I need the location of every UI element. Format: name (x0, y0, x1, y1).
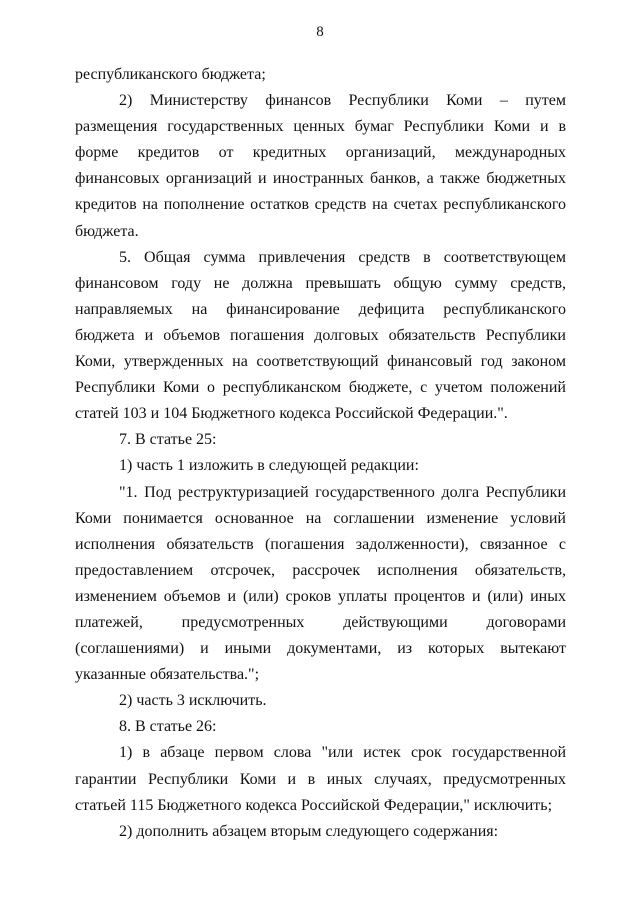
paragraph-article-26-item-2: 2) дополнить абзацем вторым следующего содержания: (119, 822, 499, 840)
paragraph-ministry-of-finance: 2) Министерству финансов Республики Коми – путем размещения государственных ценных бумаг Республики Коми и в форме кредитов от кредитных организаций, международных финансовых организаций и иностранных банков, а также бюджетных кредитов на пополнение остатков средств на счетах республиканского бюджета. (75, 92, 566, 240)
paragraph-restructuring-definition: "1. Под реструктуризацией государственного долга Республики Коми понимается основанное на соглашении изменение условий исполнения обязательств (погашения задолженности), связанное с предоставлением отсрочек, рассрочек исполнения обязательств, изменением объемов и (или) сроков уплаты процентов и (или) иных платежей, предусмотренных действующими договорами (соглашениями) и иными документами, из которых вытекают указанные обязательства."; (75, 483, 566, 684)
paragraph-article-25-part-3: 2) часть 3 исключить. (119, 692, 267, 710)
paragraph-total-borrowing: 5. Общая сумма привлечения средств в соответствующем финансовом году не должна превышать общую сумму средств, направляемых на финансирование дефицита республиканского бюджета и объемов погашения долговых обязательств Республики Коми, утвержденных на соответствующий финансовый год законом Республики Коми о республиканском бюджете, с учетом положений статей 103 и 104 Бюджетного кодекса Российской Федерации.". (75, 248, 566, 423)
paragraph-budget-end: республиканского бюджета; (75, 66, 266, 83)
paragraph-article-25-heading: 7. В статье 25: (119, 431, 217, 449)
paragraph-article-26-item-1: 1) в абзаце первом слова "или истек срок государственной гарантии Республики Коми и в иных случаях, предусмотренных статьей 115 Бюджетного кодекса Российской Федерации," исключить; (75, 744, 566, 814)
paragraph-article-25-part-1: 1) часть 1 изложить в следующей редакции: (119, 457, 419, 475)
paragraph-article-26-heading: 8. В статье 26: (119, 718, 217, 736)
document-body (75, 62, 566, 845)
page-number: 8 (316, 24, 324, 40)
